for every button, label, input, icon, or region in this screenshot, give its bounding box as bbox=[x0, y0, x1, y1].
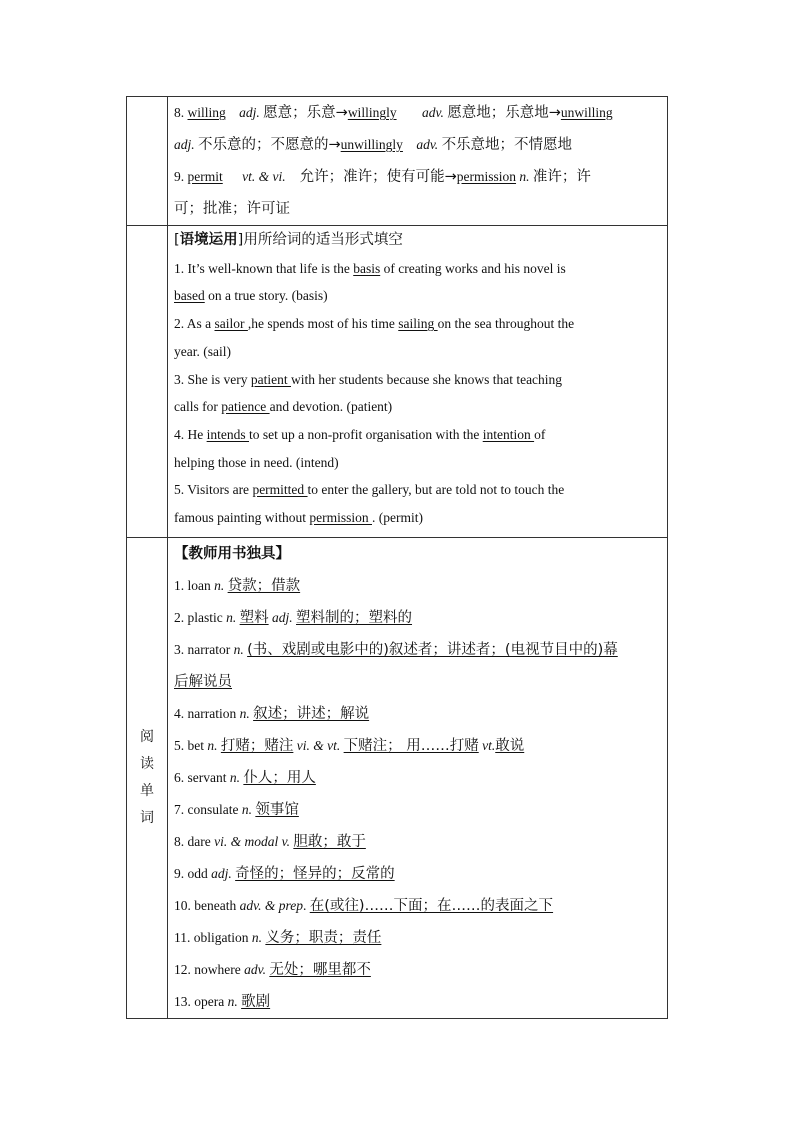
sentence-line: 3. She is very patient with her students because she knows that teaching bbox=[174, 371, 563, 387]
sentence-line: helping those in need. (intend) bbox=[174, 454, 339, 470]
vocab-item: 11. obligation n. 义务；职责；责任 bbox=[174, 930, 382, 946]
section-label: 阅 读 单 词 bbox=[140, 729, 154, 826]
table-row bbox=[127, 538, 668, 1019]
vocab-item: 8. dare vi. & modal v. 胆敢；敢于 bbox=[174, 834, 366, 850]
table-row bbox=[127, 226, 668, 538]
vocab-item: 9. odd adj. 奇怪的；怪异的；反常的 bbox=[174, 866, 395, 882]
teacher-header: 【教师用书独具】 bbox=[174, 546, 290, 562]
section-label-cell bbox=[127, 538, 168, 1019]
vocab-item: 12. nowhere adv. 无处；哪里都不 bbox=[174, 962, 371, 978]
vocab-item: 10. beneath adv. & prep. 在(或往)……下面；在……的表面之下 bbox=[174, 898, 554, 914]
exercise-header: [语境运用]用所给词的适当形式填空 bbox=[174, 232, 403, 248]
vocab-item: 7. consulate n. 领事馆 bbox=[174, 802, 299, 818]
sentence-line: 5. Visitors are permitted to enter the gallery, but are told not to touch the bbox=[174, 482, 565, 498]
vocab-item: 3. narrator n. (书、戏剧或电影中的)叙述者；讲述者；(电视节目中的)幕 bbox=[174, 642, 618, 658]
sentence-line: 2. As a sailor ,he spends most of his time sailing on the sea throughout the bbox=[174, 316, 575, 332]
sentence-line: year. (sail) bbox=[174, 343, 231, 359]
word-family-cell bbox=[168, 97, 668, 226]
left-cell-empty bbox=[127, 97, 168, 226]
word-line: 9. permit vt. & vi. 允许；准许；使有可能→permission n. 准许；许 bbox=[174, 169, 591, 185]
worksheet-table bbox=[126, 96, 668, 1019]
sentence-line: based on a true story. (basis) bbox=[174, 288, 328, 304]
vocabulary-cell bbox=[168, 538, 668, 1019]
sentence-line: 1. It’s well-known that life is the basis of creating works and his novel is bbox=[174, 260, 566, 276]
word-line: 可；批准；许可证 bbox=[174, 201, 290, 217]
vocab-item: 5. bet n. 打赌；赌注 vi. & vt. 下赌注； 用……打赌 vt.敢说 bbox=[174, 738, 525, 754]
vocab-item: 4. narration n. 叙述；讲述；解说 bbox=[174, 706, 370, 722]
word-line: adj. 不乐意的；不愿意的→unwillingly adv. 不乐意地；不情愿地 bbox=[174, 137, 573, 153]
vocab-item: 2. plastic n. 塑料 adj. 塑料制的；塑料的 bbox=[174, 610, 413, 626]
vocab-item: 6. servant n. 仆人；用人 bbox=[174, 770, 316, 786]
sentence-line: famous painting without permission . (permit) bbox=[174, 510, 423, 526]
sentence-line: 4. He intends to set up a non-profit organisation with the intention of bbox=[174, 426, 546, 442]
left-cell-empty bbox=[127, 226, 168, 538]
vocab-item-continued: 后解说员 bbox=[174, 674, 232, 690]
vocab-item: 1. loan n. 贷款；借款 bbox=[174, 578, 301, 594]
context-exercise-cell bbox=[168, 226, 668, 538]
sentence-line: calls for patience and devotion. (patient) bbox=[174, 399, 393, 415]
word-line: 8. willing adj. 愿意；乐意→willingly adv. 愿意地；乐意地→unwilling bbox=[174, 105, 613, 121]
vocab-item: 13. opera n. 歌剧 bbox=[174, 994, 271, 1010]
table-row bbox=[127, 97, 668, 226]
